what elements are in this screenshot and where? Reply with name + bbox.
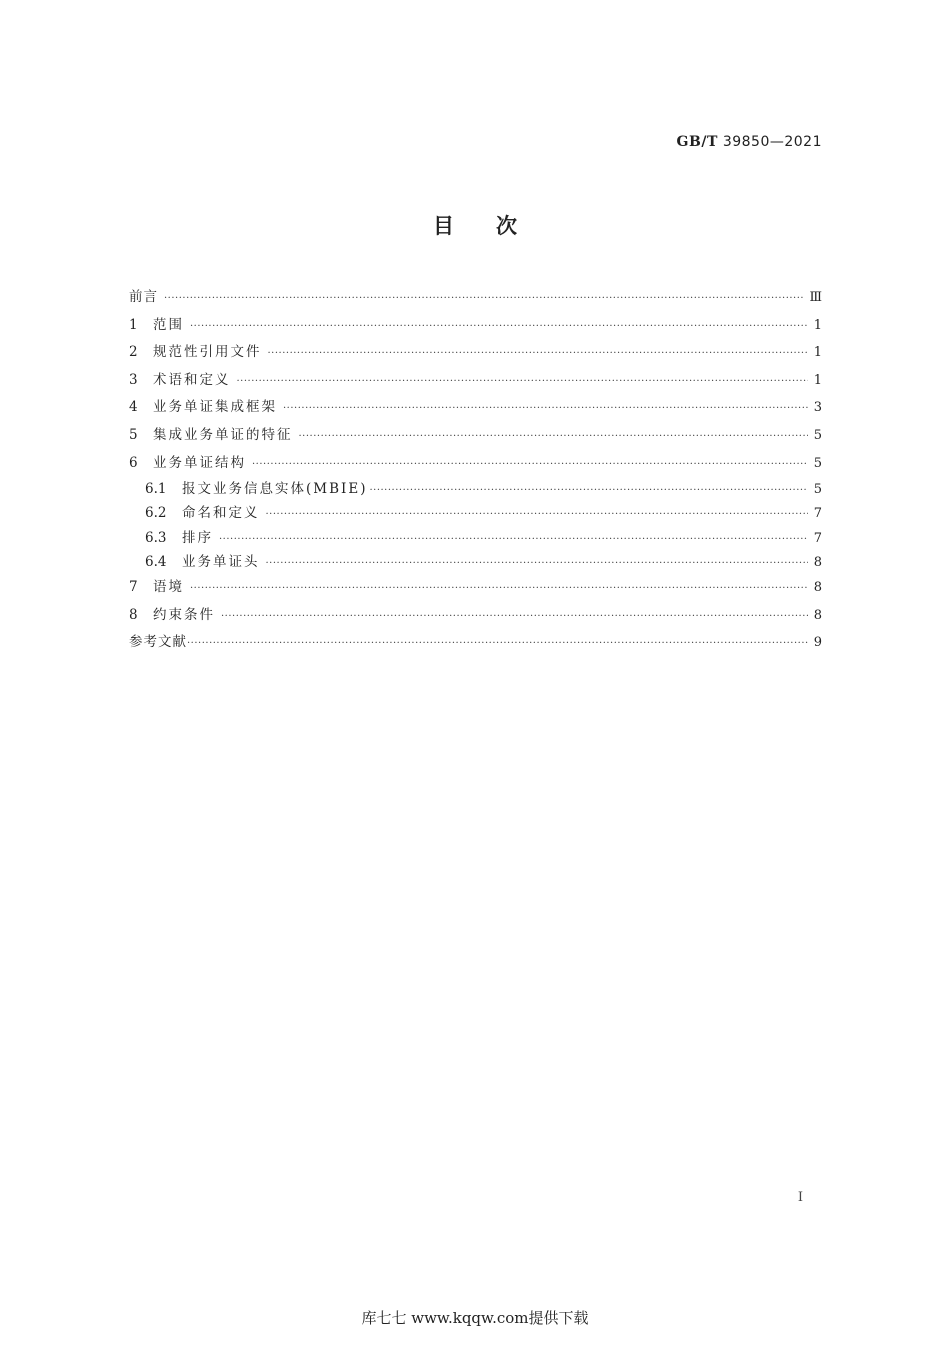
toc-page: 1 (813, 317, 822, 333)
toc-page: 8 (813, 554, 822, 570)
toc-entry-foreword[interactable] (129, 284, 822, 312)
toc-number: 4 (129, 399, 138, 416)
toc-leader (237, 368, 809, 396)
toc-number: 6.3 (145, 529, 167, 546)
toc-leader (299, 423, 809, 451)
toc-entry-8[interactable] (129, 602, 822, 630)
toc-entry-5[interactable] (129, 422, 822, 450)
toc-leader (266, 503, 809, 527)
toc-entry-7[interactable] (129, 574, 822, 602)
standard-number: 39850—2021 (722, 134, 822, 150)
toc-entry-4[interactable] (129, 394, 822, 422)
footer-watermark-text: 库七七 www.kqqw.com提供下载 (361, 1309, 589, 1327)
toc-leader (369, 479, 808, 503)
standard-prefix: GB/T (676, 134, 718, 150)
toc-label: 业务单证头 (182, 553, 260, 570)
toc-entry-6-2[interactable] (129, 501, 822, 525)
toc-number: 8 (129, 606, 138, 623)
toc-page: 9 (813, 635, 822, 651)
toc-label: 语境 (153, 578, 184, 595)
toc-leader (266, 552, 809, 576)
toc-label: 参考文献 (129, 634, 187, 651)
toc-leader (164, 285, 805, 313)
toc-page: 3 (813, 400, 822, 416)
toc-label: 业务单证结构 (153, 454, 246, 471)
toc-leader (187, 630, 808, 658)
toc-number: 1 (129, 316, 138, 333)
toc-number: 2 (129, 344, 138, 361)
toc-entry-6-4[interactable] (129, 550, 822, 574)
toc-entry-6-3[interactable] (129, 526, 822, 550)
toc-entry-3[interactable] (129, 367, 822, 395)
toc-label: 报文业务信息实体(MBIE) (182, 481, 368, 498)
table-of-contents (129, 284, 822, 657)
toc-page: 5 (813, 427, 822, 443)
toc-label: 命名和定义 (182, 505, 260, 522)
page-number: I (797, 1190, 803, 1205)
toc-page: 7 (813, 530, 822, 546)
toc-page: 1 (813, 345, 822, 361)
toc-page: 1 (813, 372, 822, 388)
toc-label: 集成业务单证的特征 (153, 426, 293, 443)
toc-label: 范围 (153, 316, 184, 333)
toc-leader (221, 603, 808, 631)
toc-page: 8 (813, 607, 822, 623)
toc-number: 6.2 (145, 505, 167, 522)
toc-leader (190, 575, 808, 603)
page-title: 目次 (433, 214, 559, 238)
toc-label: 约束条件 (153, 606, 215, 623)
toc-number: 6 (129, 454, 138, 471)
toc-entry-2[interactable] (129, 339, 822, 367)
toc-label: 术语和定义 (153, 371, 231, 388)
toc-number: 6.4 (145, 553, 167, 570)
toc-leader (283, 395, 808, 423)
toc-leader (190, 313, 808, 341)
toc-page: 8 (813, 579, 822, 595)
toc-label: 规范性引用文件 (153, 344, 262, 361)
toc-label: 前言 (129, 289, 158, 305)
toc-leader (219, 528, 808, 552)
toc-label: 排序 (182, 529, 213, 546)
toc-entry-6[interactable] (129, 450, 822, 478)
toc-leader (252, 451, 808, 479)
toc-number: 6.1 (145, 481, 167, 498)
toc-number: 3 (129, 371, 138, 388)
toc-entry-1[interactable] (129, 312, 822, 340)
toc-number: 5 (129, 426, 138, 443)
toc-leader (268, 340, 809, 368)
toc-label: 业务单证集成框架 (153, 399, 277, 416)
toc-page: 5 (813, 482, 822, 498)
toc-entry-6-1[interactable] (129, 477, 822, 501)
toc-page: Ⅲ (809, 290, 822, 305)
toc-page: 5 (813, 455, 822, 471)
toc-number: 7 (129, 578, 138, 595)
toc-entry-bibliography[interactable] (129, 629, 822, 657)
standard-code (677, 134, 822, 150)
toc-page: 7 (813, 506, 822, 522)
